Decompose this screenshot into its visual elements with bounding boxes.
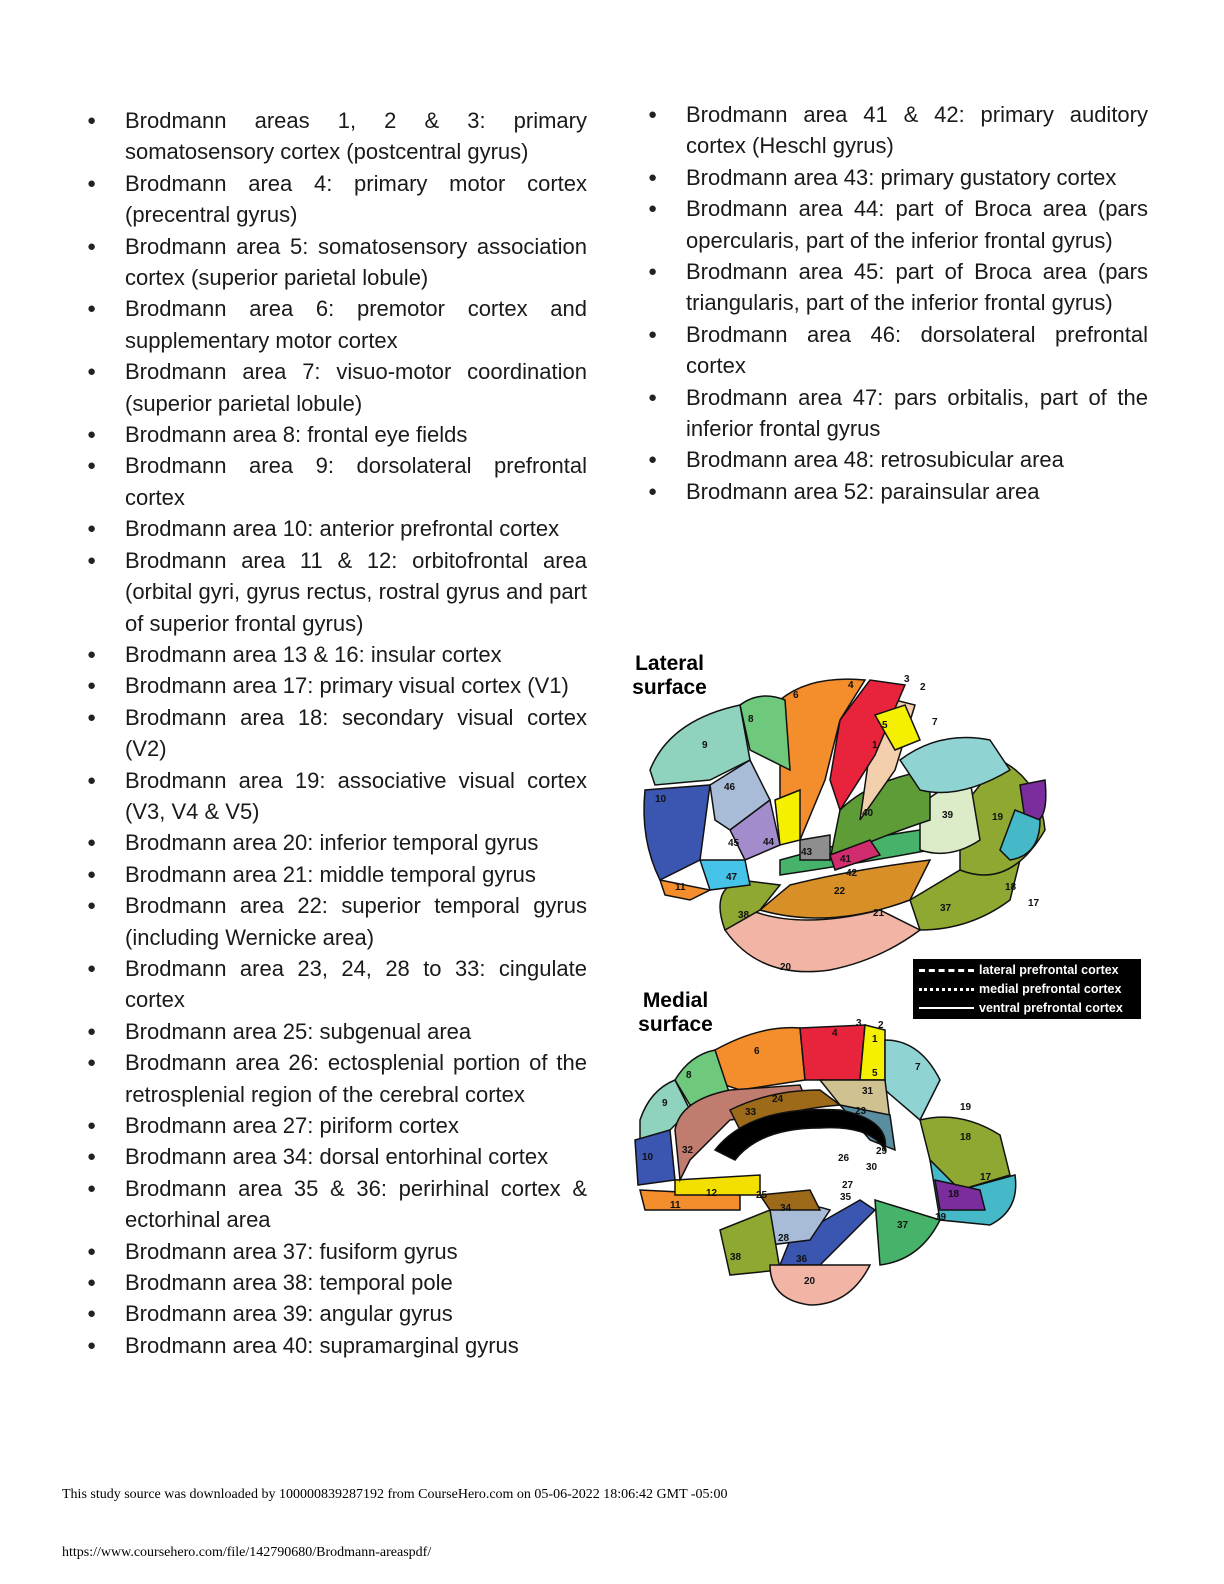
- area-20-region: [770, 1265, 870, 1305]
- area-label: 46: [724, 782, 736, 793]
- area-label: 6: [754, 1046, 760, 1057]
- dotted-line-icon: [919, 988, 974, 991]
- area-label: 26: [838, 1153, 850, 1164]
- area-label: 6: [793, 690, 799, 701]
- area-label: 24: [772, 1094, 784, 1105]
- area-label: 1: [872, 740, 878, 751]
- area-label: 38: [738, 910, 750, 921]
- list-item: ● Brodmann area 6: premotor cortex and supplementary motor cortex: [87, 293, 587, 356]
- list-item: ● Brodmann area 20: inferior temporal gyrus: [87, 827, 587, 858]
- list-item: ● Brodmann area 11 & 12: orbitofrontal area (orbital gyri, gyrus rectus, rostral gyrus and part of superior frontal gyrus): [87, 545, 587, 639]
- area-label: 19: [960, 1102, 972, 1113]
- area-label: 4: [848, 680, 854, 691]
- list-item: ● Brodmann area 23, 24, 28 to 33: cingulate cortex: [87, 953, 587, 1016]
- list-item: ● Brodmann area 52: parainsular area: [648, 476, 1148, 507]
- area-label: 27: [842, 1180, 854, 1191]
- area-label: 35: [840, 1192, 852, 1203]
- legend-row-medial: [919, 980, 1139, 998]
- list-item: ● Brodmann area 40: supramarginal gyrus: [87, 1330, 587, 1361]
- area-label: 8: [686, 1070, 692, 1081]
- area-label: 41: [840, 854, 852, 865]
- area-label: 7: [915, 1062, 921, 1073]
- area-label: 11: [670, 1200, 681, 1211]
- list-item: ● Brodmann area 48: retrosubicular area: [648, 444, 1148, 475]
- area-10-region: [635, 1130, 675, 1185]
- list-item: ● Brodmann area 8: frontal eye fields: [87, 419, 587, 450]
- list-item: ● Brodmann area 25: subgenual area: [87, 1016, 587, 1047]
- area-label: 18: [948, 1189, 960, 1200]
- area-label: 20: [804, 1276, 816, 1287]
- legend-row-lateral: [919, 961, 1139, 979]
- list-item: ● Brodmann area 7: visuo-motor coordination (superior parietal lobule): [87, 356, 587, 419]
- area-label: 37: [897, 1220, 909, 1231]
- list-item: ● Brodmann area 13 & 16: insular cortex: [87, 639, 587, 670]
- area-label: 33: [745, 1107, 757, 1118]
- legend-label: lateral prefrontal cortex: [979, 963, 1119, 977]
- list-item: ● Brodmann area 41 & 42: primary auditory cortex (Heschl gyrus): [648, 99, 1148, 162]
- area-label: 25: [756, 1190, 768, 1201]
- area-label: 44: [763, 837, 775, 848]
- area-label: 17: [980, 1172, 992, 1183]
- list-item: ● Brodmann area 38: temporal pole: [87, 1267, 587, 1298]
- list-item: ● Brodmann area 46: dorsolateral prefrontal cortex: [648, 319, 1148, 382]
- area-label: 3: [904, 674, 910, 685]
- area-label: 12: [706, 1188, 718, 1199]
- area-12-region: [675, 1175, 760, 1195]
- area-label: 31: [862, 1086, 874, 1097]
- legend-label: medial prefrontal cortex: [979, 982, 1122, 996]
- area-label: 39: [942, 810, 954, 821]
- area-44-region: [775, 790, 800, 845]
- list-item: ● Brodmann area 17: primary visual cortex (V1): [87, 670, 587, 701]
- list-item: ● Brodmann area 10: anterior prefrontal cortex: [87, 513, 587, 544]
- legend-label: ventral prefrontal cortex: [979, 1001, 1123, 1015]
- list-item: ● Brodmann area 9: dorsolateral prefrontal cortex: [87, 450, 587, 513]
- area-label: 19: [992, 812, 1004, 823]
- area-label: 3: [856, 1018, 862, 1029]
- area-10-region: [644, 785, 710, 880]
- list-item: ● Brodmann area 47: pars orbitalis, part of the inferior frontal gyrus: [648, 382, 1148, 445]
- area-label: 42: [846, 868, 858, 879]
- list-item: ● Brodmann area 22: superior temporal gyrus (including Wernicke area): [87, 890, 587, 953]
- area-label: 36: [796, 1254, 808, 1265]
- list-item: ● Brodmann area 37: fusiform gyrus: [87, 1236, 587, 1267]
- area-label: 18: [1005, 882, 1017, 893]
- area-label: 37: [940, 903, 952, 914]
- left-bullet-list: [87, 105, 587, 1361]
- list-item: ● Brodmann area 34: dorsal entorhinal cortex: [87, 1141, 587, 1172]
- area-20-region: [725, 910, 920, 972]
- list-item: ● Brodmann area 26: ectosplenial portion of the retrosplenial region of the cerebral cortex: [87, 1047, 587, 1110]
- area-label: 5: [882, 720, 888, 731]
- area-label: 29: [876, 1146, 888, 1157]
- area-label: 11: [675, 882, 686, 893]
- right-bullet-list: [648, 99, 1148, 507]
- medial-brain-diagram: [620, 1010, 1040, 1310]
- list-item: ● Brodmann area 44: part of Broca area (pars opercularis, part of the inferior frontal gyrus): [648, 193, 1148, 256]
- lateral-surface-title: Lateral surface: [632, 652, 707, 699]
- area-label: 8: [748, 714, 754, 725]
- list-item: ● Brodmann area 27: piriform cortex: [87, 1110, 587, 1141]
- list-item: ● Brodmann area 18: secondary visual cortex (V2): [87, 702, 587, 765]
- area-7-region: [885, 1040, 940, 1120]
- area-label: 20: [780, 962, 792, 973]
- list-item: ● Brodmann area 4: primary motor cortex (precentral gyrus): [87, 168, 587, 231]
- area-label: 45: [728, 838, 740, 849]
- area-label: 21: [873, 908, 885, 919]
- footer-url-link[interactable]: https://www.coursehero.com/file/142790680/Brodmann-areaspdf/: [62, 1545, 432, 1560]
- list-item: ● Brodmann area 43: primary gustatory cortex: [648, 162, 1148, 193]
- lateral-brain-diagram: [630, 660, 1070, 980]
- area-label: 18: [960, 1132, 972, 1143]
- area-label: 5: [872, 1068, 878, 1079]
- area-label: 22: [834, 886, 846, 897]
- area-label: 1: [872, 1034, 878, 1045]
- list-item: ● Brodmann area 35 & 36: perirhinal cortex & ectorhinal area: [87, 1173, 587, 1236]
- area-label: 34: [780, 1203, 792, 1214]
- area-label: 47: [726, 872, 738, 883]
- area-47-region: [700, 860, 750, 890]
- footer-source-text: This study source was downloaded by 100000839287192 from CourseHero.com on 05-06-2022 18:06:42 GMT -05:00: [62, 1487, 728, 1502]
- area-label: 9: [702, 740, 708, 751]
- area-label: 2: [920, 682, 926, 693]
- area-label: 38: [730, 1252, 742, 1263]
- area-label: 9: [662, 1098, 668, 1109]
- area-label: 32: [682, 1145, 694, 1156]
- area-label: 17: [1028, 898, 1040, 909]
- area-label: 7: [932, 717, 938, 728]
- list-item: ● Brodmann area 5: somatosensory association cortex (superior parietal lobule): [87, 231, 587, 294]
- area-label: 40: [862, 808, 874, 819]
- area-37-region: [875, 1200, 940, 1265]
- area-label: 19: [935, 1212, 947, 1223]
- medial-surface-title: Medial surface: [638, 989, 713, 1036]
- list-item: ● Brodmann area 19: associative visual cortex (V3, V4 & V5): [87, 765, 587, 828]
- area-label: 28: [778, 1233, 790, 1244]
- area-label: 10: [642, 1152, 654, 1163]
- area-label: 43: [801, 847, 813, 858]
- area-label: 2: [878, 1020, 884, 1031]
- list-item: ● Brodmann areas 1, 2 & 3: primary somatosensory cortex (postcentral gyrus): [87, 105, 587, 168]
- area-label: 30: [866, 1162, 878, 1173]
- list-item: ● Brodmann area 39: angular gyrus: [87, 1298, 587, 1329]
- area-label: 10: [655, 794, 667, 805]
- solid-line-icon: [919, 1007, 974, 1009]
- area-label: 23: [855, 1106, 867, 1117]
- dashed-line-icon: [919, 969, 974, 972]
- list-item: ● Brodmann area 21: middle temporal gyrus: [87, 859, 587, 890]
- list-item: ● Brodmann area 45: part of Broca area (pars triangularis, part of the inferior frontal gyrus): [648, 256, 1148, 319]
- area-label: 4: [832, 1028, 838, 1039]
